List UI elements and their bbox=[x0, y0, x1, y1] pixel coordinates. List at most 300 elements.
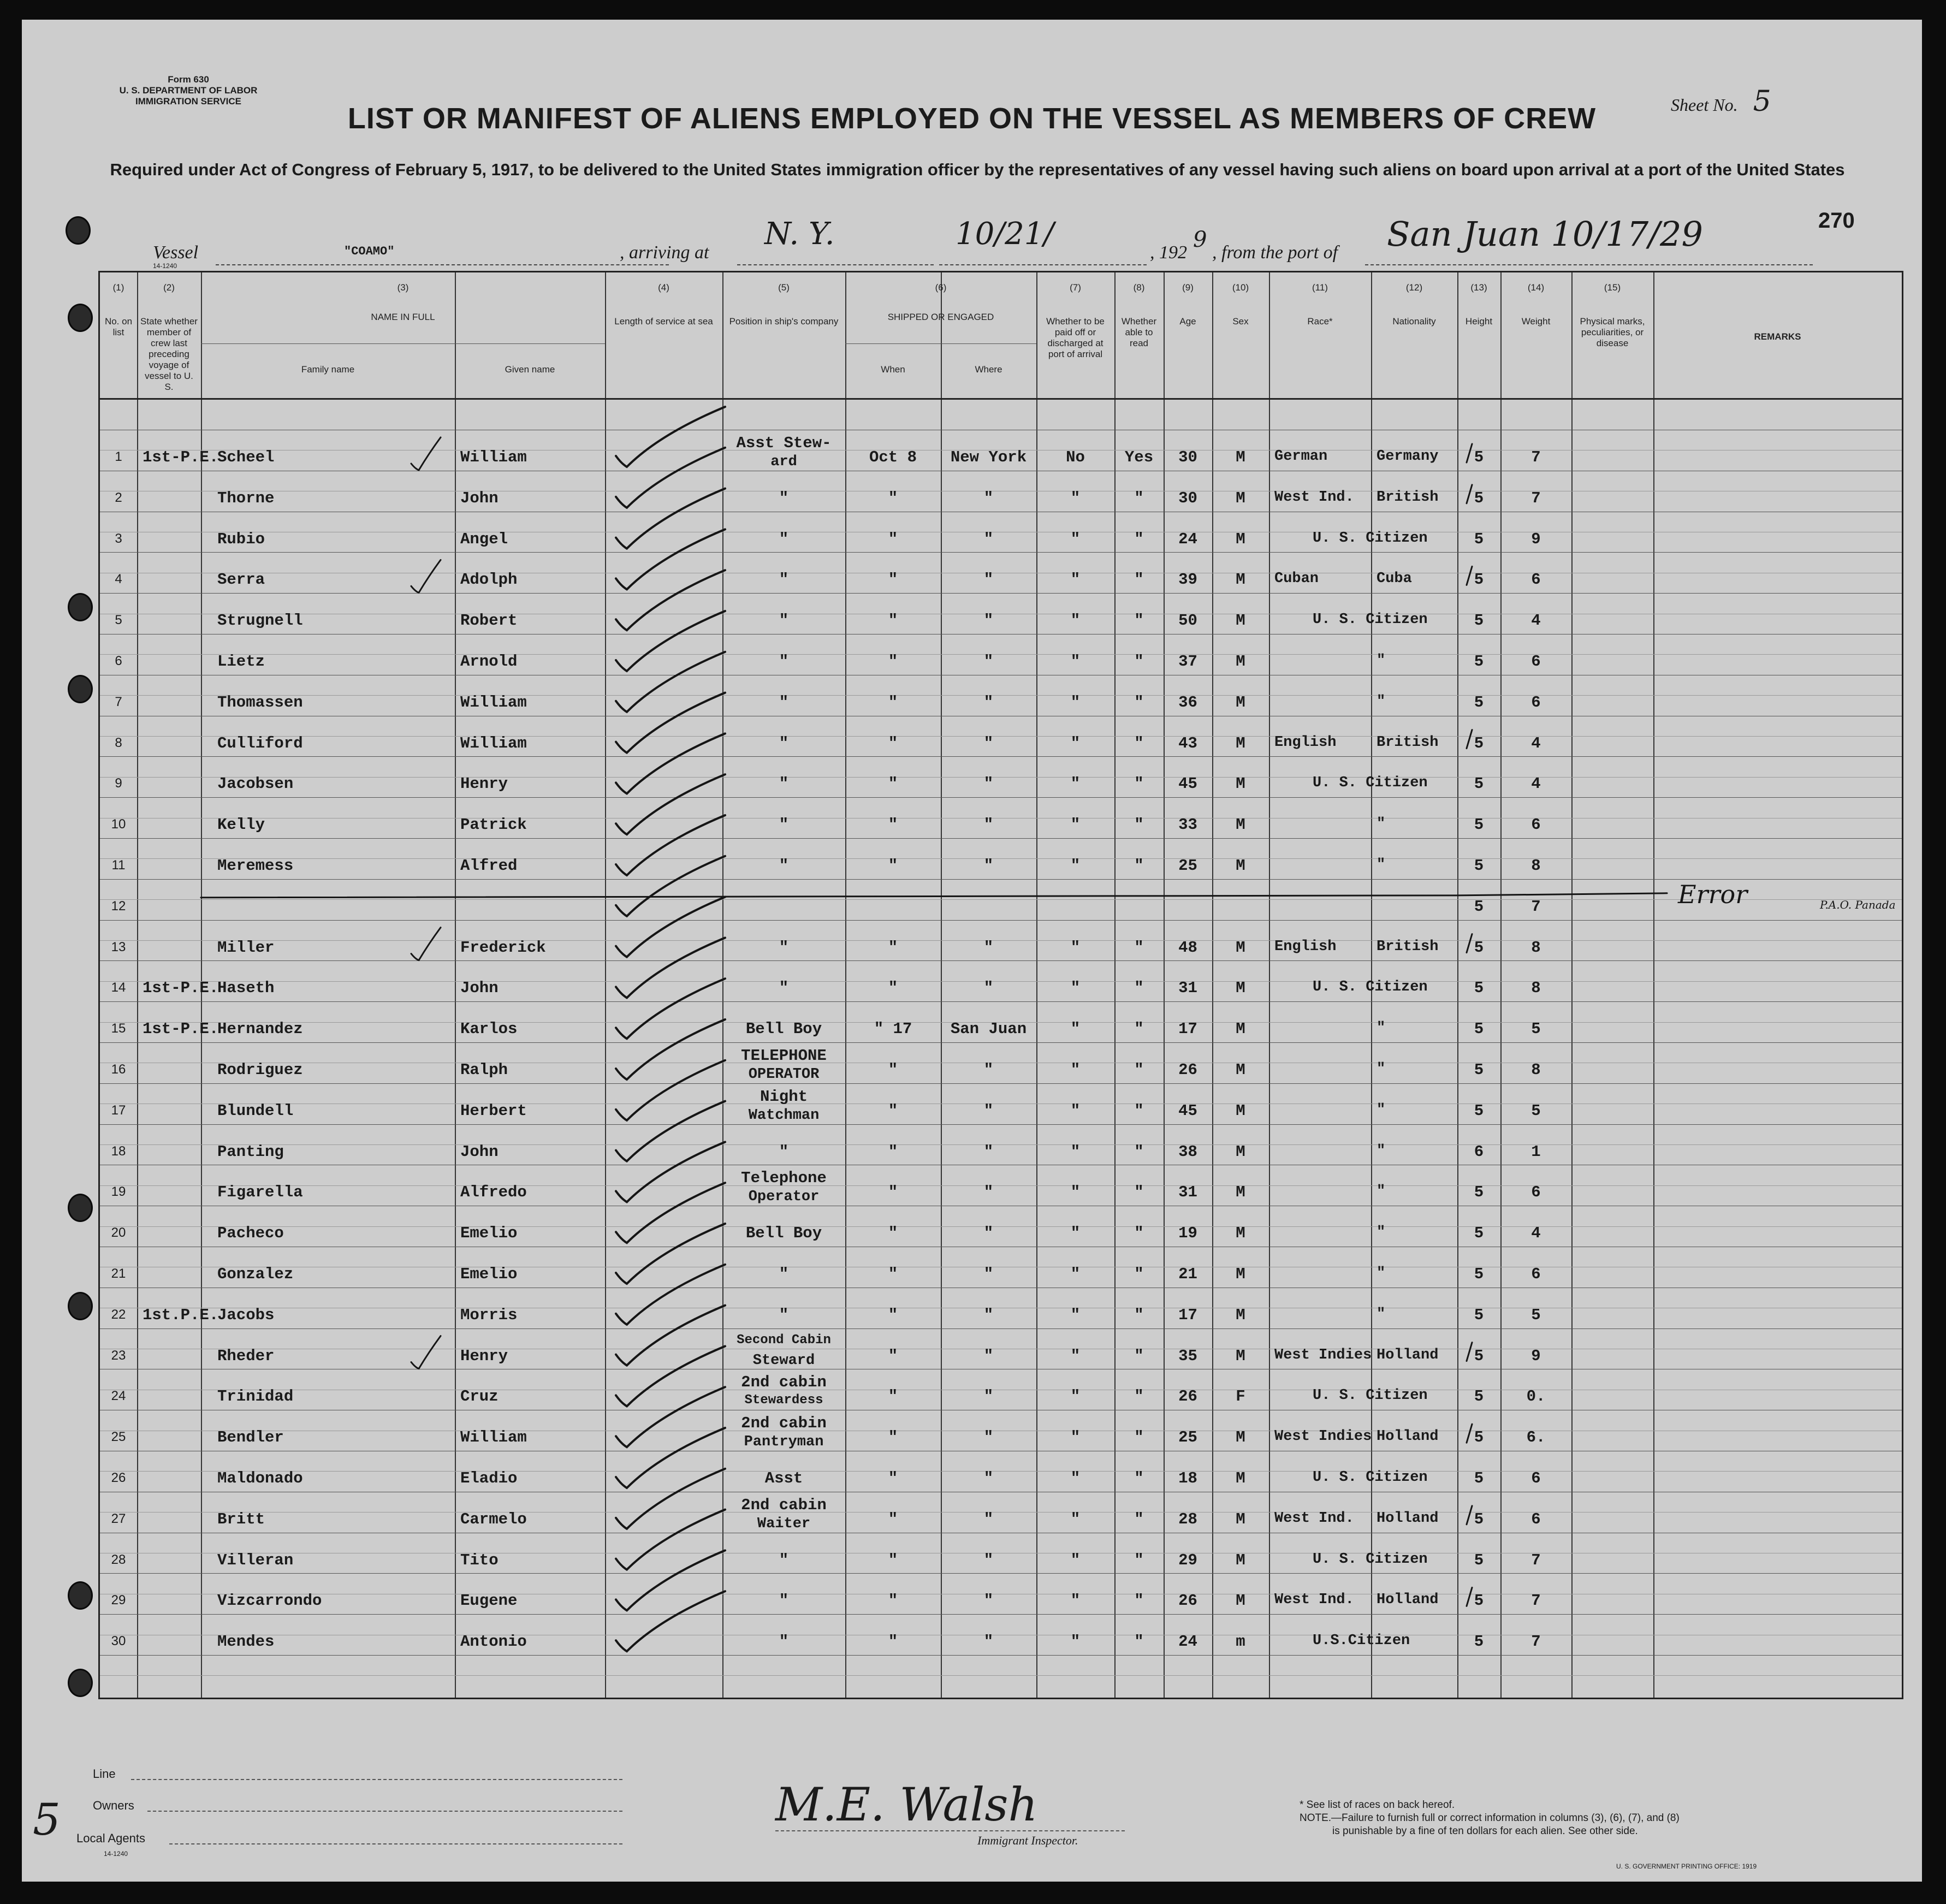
cell-height: 5 bbox=[1474, 1592, 1484, 1610]
cell-pos: " bbox=[779, 734, 789, 752]
column-number: (3) bbox=[397, 282, 409, 293]
manifest-sheet bbox=[22, 20, 1922, 1882]
cell-pos: " bbox=[779, 571, 789, 589]
cell-prev: 1st-P.E. bbox=[143, 1020, 219, 1039]
cell-paid: " bbox=[1070, 489, 1081, 507]
row-number: 6 bbox=[115, 654, 122, 668]
cell-height: 5 bbox=[1474, 1020, 1484, 1039]
punch-hole bbox=[68, 1292, 93, 1320]
cell-paid: " bbox=[1070, 734, 1081, 752]
column-header: No. on list bbox=[104, 316, 133, 337]
cell-prev: 1st.P.E. bbox=[143, 1306, 219, 1324]
cell-race: German bbox=[1274, 448, 1328, 465]
cell-when: " bbox=[888, 857, 898, 875]
cell-read: " bbox=[1134, 816, 1144, 834]
cell-nat: " bbox=[1377, 693, 1386, 710]
column-header: REMARKS bbox=[1754, 331, 1801, 342]
cell-pos-line2: Operator bbox=[748, 1189, 820, 1206]
cell-nat: U. S. Citizen bbox=[1313, 1551, 1428, 1568]
cell-family: Hernandez bbox=[217, 1020, 303, 1039]
nationality-tick bbox=[1467, 1343, 1472, 1361]
cell-height: 5 bbox=[1474, 1183, 1484, 1202]
service-check-mark bbox=[616, 489, 725, 549]
service-check-mark bbox=[616, 1510, 725, 1570]
column-subheader: Family name bbox=[301, 364, 355, 375]
column-header: NAME IN FULL bbox=[371, 312, 435, 322]
cell-family: Meremess bbox=[217, 857, 294, 875]
service-check-mark bbox=[616, 1060, 725, 1120]
cell-age: 26 bbox=[1178, 1061, 1197, 1079]
cell-paid: " bbox=[1070, 1592, 1081, 1610]
cell-nat: Holland bbox=[1377, 1428, 1439, 1445]
cell-age: 26 bbox=[1178, 1387, 1197, 1406]
cell-where: " bbox=[983, 1061, 994, 1079]
cell-weight: 6 bbox=[1531, 693, 1541, 711]
name-check-mark bbox=[411, 928, 441, 960]
cell-weight: 5 bbox=[1531, 1306, 1541, 1324]
cell-nat: U. S. Citizen bbox=[1313, 530, 1428, 547]
cell-height: 5 bbox=[1474, 1265, 1484, 1283]
cell-paid: " bbox=[1070, 1306, 1081, 1324]
cell-pos: " bbox=[779, 653, 789, 671]
service-check-mark bbox=[616, 1019, 725, 1079]
cell-nat: " bbox=[1377, 1101, 1386, 1118]
cell-nat: Holland bbox=[1377, 1510, 1439, 1527]
cell-given: Tito bbox=[460, 1551, 499, 1569]
cell-read: Yes bbox=[1124, 448, 1154, 466]
cell-weight: 6. bbox=[1526, 1428, 1546, 1447]
cell-sex: M bbox=[1236, 489, 1245, 507]
cell-paid: " bbox=[1070, 1183, 1081, 1202]
cell-weight: 1 bbox=[1531, 1142, 1541, 1161]
margin-mark: 5 bbox=[33, 1794, 61, 1845]
service-check-mark bbox=[616, 938, 725, 998]
column-header: Nationality bbox=[1392, 316, 1436, 327]
cell-family: Rubio bbox=[217, 530, 265, 548]
service-check-mark bbox=[616, 1183, 725, 1243]
cell-age: 17 bbox=[1178, 1020, 1197, 1039]
cell-pos: 2nd cabin bbox=[741, 1496, 827, 1514]
cell-pos: " bbox=[779, 816, 789, 834]
cell-paid: " bbox=[1070, 1428, 1081, 1447]
cell-weight: 4 bbox=[1531, 612, 1541, 630]
cell-family: Panting bbox=[217, 1142, 284, 1161]
row-number: 19 bbox=[111, 1184, 126, 1200]
cell-given: Arnold bbox=[460, 653, 518, 671]
service-check-mark bbox=[616, 693, 725, 753]
cell-paid: " bbox=[1070, 1101, 1081, 1120]
cell-weight: 0. bbox=[1526, 1387, 1546, 1406]
service-check-mark bbox=[616, 1469, 725, 1529]
cell-weight: 7 bbox=[1531, 1633, 1541, 1651]
cell-height: 5 bbox=[1474, 489, 1484, 507]
cell-height: 5 bbox=[1474, 1347, 1484, 1365]
service-check-mark bbox=[616, 815, 725, 875]
page-title: LIST OR MANIFEST OF ALIENS EMPLOYED ON THE VESSEL AS MEMBERS OF CREW bbox=[347, 102, 1597, 135]
row-number: 12 bbox=[111, 898, 126, 914]
cell-when: " bbox=[888, 1347, 898, 1365]
row-number: 16 bbox=[111, 1062, 126, 1077]
cell-given: Angel bbox=[460, 530, 508, 548]
cell-given: Ralph bbox=[460, 1061, 508, 1079]
column-header: Whether to be paid off or discharged at port of arrival bbox=[1046, 316, 1105, 359]
row-number: 13 bbox=[111, 939, 126, 954]
cell-sex: M bbox=[1236, 1551, 1245, 1569]
cell-paid: " bbox=[1070, 1347, 1081, 1365]
agents-code: 14-1240 bbox=[104, 1850, 128, 1858]
cell-height: 5 bbox=[1474, 448, 1484, 466]
cell-weight: 8 bbox=[1531, 979, 1541, 998]
service-check-mark bbox=[616, 407, 725, 467]
cell-prev: 1st-P.E. bbox=[143, 979, 219, 998]
cell-read: " bbox=[1134, 1592, 1144, 1610]
cell-sex: M bbox=[1236, 857, 1245, 875]
cell-nat: U. S. Citizen bbox=[1313, 979, 1428, 996]
page-subtitle: Required under Act of Congress of February 5, 1917, to be delivered to the United States immigration officer by the representatives of any vessel having such aliens on board upon arrival at a port of the United States bbox=[110, 160, 1845, 179]
service-check-mark bbox=[616, 570, 725, 630]
cell-height: 5 bbox=[1474, 979, 1484, 998]
handwritten-marks bbox=[100, 272, 1902, 1698]
cell-pos: " bbox=[779, 857, 789, 875]
cell-paid: " bbox=[1070, 530, 1081, 548]
cell-where: " bbox=[983, 1265, 994, 1283]
inspector-signature: M.E. Walsh bbox=[775, 1778, 1038, 1831]
cell-sex: M bbox=[1236, 1061, 1245, 1079]
cell-weight: 8 bbox=[1531, 938, 1541, 957]
cell-read: " bbox=[1134, 1142, 1144, 1161]
cell-age: 48 bbox=[1178, 938, 1197, 957]
cell-age: 18 bbox=[1178, 1469, 1197, 1487]
sheet-number-label: Sheet No. bbox=[1671, 95, 1738, 115]
row-number: 17 bbox=[111, 1102, 126, 1118]
punch-hole bbox=[66, 216, 91, 245]
cell-sex: M bbox=[1236, 571, 1245, 589]
cell-paid: " bbox=[1070, 1020, 1081, 1039]
cell-nat: British bbox=[1377, 489, 1439, 506]
cell-given: Frederick bbox=[460, 938, 546, 957]
cell-age: 29 bbox=[1178, 1551, 1197, 1569]
cell-sex: M bbox=[1236, 775, 1245, 793]
row-number: 4 bbox=[115, 572, 122, 587]
cell-pos: Asst Stew- bbox=[736, 434, 832, 452]
cell-paid: " bbox=[1070, 571, 1081, 589]
service-check-mark bbox=[616, 1591, 725, 1651]
cell-read: " bbox=[1134, 1633, 1144, 1651]
column-number: (5) bbox=[778, 282, 790, 293]
arriving-label: , arriving at bbox=[620, 242, 709, 263]
cell-height: 5 bbox=[1474, 530, 1484, 548]
cell-height: 5 bbox=[1474, 571, 1484, 589]
service-check-mark bbox=[616, 1101, 725, 1161]
row-number: 26 bbox=[111, 1470, 126, 1485]
cell-when: " bbox=[888, 653, 898, 671]
cell-height: 5 bbox=[1474, 938, 1484, 957]
cell-when: " bbox=[888, 734, 898, 752]
cell-sex: M bbox=[1236, 734, 1245, 752]
cell-sex: M bbox=[1236, 938, 1245, 957]
cell-where: " bbox=[983, 1387, 994, 1406]
cell-pos: " bbox=[779, 1633, 789, 1651]
cell-given: Cruz bbox=[460, 1387, 499, 1406]
cell-given: Herbert bbox=[460, 1101, 527, 1120]
cell-family: Haseth bbox=[217, 979, 275, 998]
cell-read: " bbox=[1134, 693, 1144, 711]
form-number: Form 630 bbox=[168, 74, 209, 85]
cell-weight: 6 bbox=[1531, 1265, 1541, 1283]
cell-paid: " bbox=[1070, 1633, 1081, 1651]
column-header: State whether member of crew last preceding voyage of vessel to U. S. bbox=[140, 316, 198, 392]
column-subheader: Where bbox=[975, 364, 1002, 375]
cell-pos-line2: Steward bbox=[752, 1352, 815, 1369]
cell-weight: 5 bbox=[1531, 1101, 1541, 1120]
cell-where: " bbox=[983, 1428, 994, 1447]
cell-family: Blundell bbox=[217, 1101, 294, 1120]
cell-nat: U. S. Citizen bbox=[1313, 1387, 1428, 1404]
cell-when: " bbox=[888, 1469, 898, 1487]
column-header: Sex bbox=[1232, 316, 1249, 327]
row-number: 15 bbox=[111, 1021, 126, 1036]
cell-where: " bbox=[983, 1224, 994, 1243]
cell-paid: " bbox=[1070, 1224, 1081, 1243]
cell-nat: " bbox=[1377, 1061, 1386, 1077]
cell-read: " bbox=[1134, 1061, 1144, 1079]
cell-sex: M bbox=[1236, 1428, 1245, 1447]
cell-when: " bbox=[888, 1428, 898, 1447]
cell-paid: " bbox=[1070, 979, 1081, 998]
cell-pos: Second Cabin bbox=[737, 1332, 831, 1348]
cell-family: Thomassen bbox=[217, 693, 303, 711]
cell-read: " bbox=[1134, 857, 1144, 875]
cell-when: " bbox=[888, 1224, 898, 1243]
name-check-mark bbox=[411, 1336, 441, 1369]
cell-pos: Bell Boy bbox=[745, 1224, 822, 1243]
cell-when: " bbox=[888, 775, 898, 793]
cell-when: " bbox=[888, 489, 898, 507]
cell-family: Gonzalez bbox=[217, 1265, 294, 1283]
service-check-mark bbox=[616, 774, 725, 834]
year-suffix: 9 bbox=[1193, 227, 1207, 252]
column-number: (9) bbox=[1182, 282, 1194, 293]
column-number: (7) bbox=[1070, 282, 1081, 293]
service-check-mark bbox=[616, 733, 725, 793]
cell-age: 39 bbox=[1178, 571, 1197, 589]
column-subheader: Given name bbox=[505, 364, 555, 375]
cell-pos: " bbox=[779, 1592, 789, 1610]
row-number: 30 bbox=[111, 1634, 126, 1649]
cell-read: " bbox=[1134, 938, 1144, 957]
column-number: (8) bbox=[1133, 282, 1145, 293]
cell-weight: 9 bbox=[1531, 530, 1541, 548]
cell-sex: M bbox=[1236, 816, 1245, 834]
cell-pos-line2: ard bbox=[770, 454, 797, 470]
service-check-mark bbox=[616, 978, 725, 1039]
cell-pos-line2: Stewardess bbox=[744, 1393, 823, 1408]
cell-where: " bbox=[983, 489, 994, 507]
column-header: Height bbox=[1465, 316, 1493, 327]
arriving-port: N. Y. bbox=[764, 216, 835, 252]
cell-where: " bbox=[983, 1101, 994, 1120]
cell-age: 25 bbox=[1178, 857, 1197, 875]
row-number: 3 bbox=[115, 531, 122, 546]
cell-when: " bbox=[888, 1265, 898, 1283]
name-check-mark bbox=[411, 560, 441, 592]
cell-when: " bbox=[888, 1142, 898, 1161]
cell-height: 5 bbox=[1474, 1224, 1484, 1243]
cell-family: Jacobsen bbox=[217, 775, 294, 793]
cell-nat: British bbox=[1377, 938, 1439, 955]
cell-sex: M bbox=[1236, 1510, 1245, 1528]
row-number: 20 bbox=[111, 1225, 126, 1241]
cell-age: 31 bbox=[1178, 1183, 1197, 1202]
service-check-mark bbox=[616, 652, 725, 712]
cell-when: " bbox=[888, 1101, 898, 1120]
cell-sex: M bbox=[1236, 1306, 1245, 1324]
cell-age: 36 bbox=[1178, 693, 1197, 711]
cell-read: " bbox=[1134, 1020, 1144, 1039]
punch-hole bbox=[68, 304, 93, 332]
cell-when: " bbox=[888, 530, 898, 548]
service-check-mark bbox=[616, 611, 725, 671]
row-number: 25 bbox=[111, 1430, 126, 1445]
cell-given: Karlos bbox=[460, 1020, 518, 1039]
error-initials: P.A.O. Panada bbox=[1820, 898, 1896, 911]
cell-paid: " bbox=[1070, 653, 1081, 671]
cell-weight: 5 bbox=[1531, 1020, 1541, 1039]
cell-sex: M bbox=[1236, 530, 1245, 548]
row-number: 10 bbox=[111, 817, 126, 832]
punch-hole bbox=[68, 1669, 93, 1697]
cell-sex: M bbox=[1236, 653, 1245, 671]
cell-family: Rheder bbox=[217, 1347, 275, 1365]
cell-sex: M bbox=[1236, 448, 1245, 466]
cell-sex: M bbox=[1236, 1347, 1245, 1365]
cell-age: 28 bbox=[1178, 1510, 1197, 1528]
cell-family: Mendes bbox=[217, 1633, 275, 1651]
cell-age: 19 bbox=[1178, 1224, 1197, 1243]
cell-race: West Indies bbox=[1274, 1428, 1372, 1445]
cell-sex: M bbox=[1236, 1020, 1245, 1039]
cell-where: " bbox=[983, 1469, 994, 1487]
cell-pos: " bbox=[779, 693, 789, 711]
cell-weight: 6 bbox=[1531, 1510, 1541, 1528]
row-number: 9 bbox=[115, 776, 122, 791]
printer-line: U. S. GOVERNMENT PRINTING OFFICE: 1919 bbox=[1616, 1863, 1757, 1870]
column-number: (4) bbox=[658, 282, 669, 293]
cell-given: Adolph bbox=[460, 571, 518, 589]
column-header: Age bbox=[1179, 316, 1196, 327]
crew-table bbox=[98, 271, 1903, 1699]
cell-height: 5 bbox=[1474, 1387, 1484, 1406]
cell-weight: 7 bbox=[1531, 897, 1541, 916]
department-name: U. S. DEPARTMENT OF LABOR bbox=[119, 85, 258, 96]
cell-sex: M bbox=[1236, 1101, 1245, 1120]
row-number: 11 bbox=[111, 858, 126, 873]
cell-height: 5 bbox=[1474, 653, 1484, 671]
cell-paid: " bbox=[1070, 693, 1081, 711]
cell-age: 30 bbox=[1178, 448, 1197, 466]
cell-where: " bbox=[983, 571, 994, 589]
cell-pos: Night bbox=[760, 1087, 808, 1106]
cell-race: English bbox=[1274, 734, 1337, 751]
cell-given: Emelio bbox=[460, 1224, 518, 1243]
cell-read: " bbox=[1134, 653, 1144, 671]
cell-read: " bbox=[1134, 571, 1144, 589]
nationality-tick bbox=[1467, 934, 1472, 953]
cell-pos: Bell Boy bbox=[745, 1020, 822, 1039]
cell-given: Henry bbox=[460, 775, 508, 793]
cell-paid: No bbox=[1066, 448, 1085, 466]
cell-read: " bbox=[1134, 775, 1144, 793]
cell-where: " bbox=[983, 530, 994, 548]
cell-pos: " bbox=[779, 1265, 789, 1283]
cell-read: " bbox=[1134, 1428, 1144, 1447]
cell-weight: 7 bbox=[1531, 489, 1541, 507]
cell-where: " bbox=[983, 693, 994, 711]
cell-read: " bbox=[1134, 1183, 1144, 1202]
cell-read: " bbox=[1134, 1387, 1144, 1406]
vessel-name: "COAMO" bbox=[344, 245, 395, 258]
cell-pos: " bbox=[779, 1306, 789, 1324]
cell-pos: " bbox=[779, 1142, 789, 1161]
nationality-tick bbox=[1467, 485, 1472, 503]
cell-height: 5 bbox=[1474, 734, 1484, 752]
cell-race: English bbox=[1274, 938, 1337, 955]
cell-paid: " bbox=[1070, 938, 1081, 957]
cell-nat: U. S. Citizen bbox=[1313, 775, 1428, 792]
cell-sex: M bbox=[1236, 1592, 1245, 1610]
vessel-label: Vessel bbox=[153, 242, 199, 263]
cell-height: 5 bbox=[1474, 1551, 1484, 1569]
row-number: 21 bbox=[111, 1266, 126, 1281]
cell-height: 5 bbox=[1474, 1061, 1484, 1079]
punch-hole bbox=[68, 1581, 93, 1610]
row-number: 27 bbox=[111, 1511, 126, 1526]
cell-pos: " bbox=[779, 979, 789, 998]
cell-where: " bbox=[983, 1592, 994, 1610]
cell-when: " bbox=[888, 1551, 898, 1569]
cell-given: Carmelo bbox=[460, 1510, 527, 1528]
local-agents-label: Local Agents bbox=[76, 1831, 145, 1845]
cell-nat: U. S. Citizen bbox=[1313, 1469, 1428, 1486]
nationality-tick bbox=[1467, 1424, 1472, 1443]
cell-paid: " bbox=[1070, 1551, 1081, 1569]
cell-read: " bbox=[1134, 1510, 1144, 1528]
cell-height: 5 bbox=[1474, 1510, 1484, 1528]
row-number: 28 bbox=[111, 1552, 126, 1567]
cell-nat: Cuba bbox=[1377, 571, 1412, 588]
cell-weight: 7 bbox=[1531, 1592, 1541, 1610]
cell-pos: " bbox=[779, 612, 789, 630]
cell-when: " 17 bbox=[874, 1020, 912, 1039]
cell-race: West Ind. bbox=[1274, 1510, 1354, 1527]
cell-weight: 6 bbox=[1531, 1183, 1541, 1202]
year-prefix: , 192 bbox=[1150, 242, 1187, 263]
races-note: * See list of races on back hereof. bbox=[1300, 1799, 1455, 1811]
service-check-mark bbox=[616, 1346, 725, 1406]
cell-when: " bbox=[888, 1306, 898, 1324]
cell-paid: " bbox=[1070, 775, 1081, 793]
inspector-label: Immigrant Inspector. bbox=[977, 1834, 1078, 1847]
cell-weight: 8 bbox=[1531, 857, 1541, 875]
cell-nat: " bbox=[1377, 1306, 1386, 1322]
cell-read: " bbox=[1134, 1347, 1144, 1365]
column-header: Physical marks, peculiarities, or disease bbox=[1580, 316, 1645, 348]
cell-read: " bbox=[1134, 1265, 1144, 1283]
cell-pos: " bbox=[779, 938, 789, 957]
row-number: 22 bbox=[111, 1307, 126, 1322]
cell-nat: Germany bbox=[1377, 448, 1439, 465]
cell-height: 5 bbox=[1474, 1306, 1484, 1324]
